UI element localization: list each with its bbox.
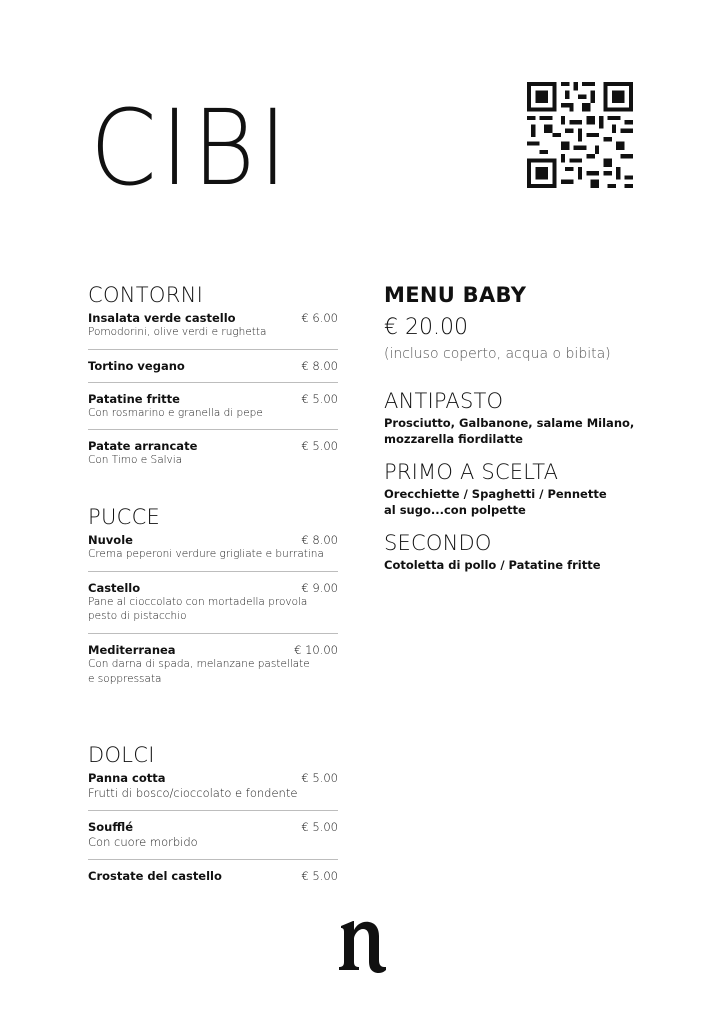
item-price: € 8.00 xyxy=(301,358,338,373)
baby-section-title: ANTIPASTO xyxy=(384,389,504,413)
item-price: € 5.00 xyxy=(301,439,338,454)
item-description: Con darna di spada, melanzane pastellate xyxy=(88,658,310,671)
menu-baby-column xyxy=(384,283,654,588)
item-name: Soufflé xyxy=(88,820,134,835)
item-price: € 5.00 xyxy=(301,391,338,406)
menu-item xyxy=(88,771,338,811)
item-description: pesto di pistacchio xyxy=(88,610,187,623)
item-description: Crema peperoni verdure grigliate e burratina xyxy=(88,548,324,561)
item-price: € 5.00 xyxy=(301,820,338,835)
item-name: Crostate del castello xyxy=(88,869,222,884)
menu-baby-title: MENU BABY xyxy=(384,283,527,307)
item-name: Insalata verde castello xyxy=(88,311,236,326)
menu-item xyxy=(88,439,338,477)
item-description: Frutti di bosco/cioccolato e fondente xyxy=(88,786,298,801)
item-name: Panna cotta xyxy=(88,771,166,786)
section-title-contorni: CONTORNI xyxy=(88,283,204,307)
item-name: Patate arrancate xyxy=(88,439,198,454)
menu-baby-price: € 20.00 xyxy=(384,315,468,340)
section-dolci xyxy=(88,744,338,892)
menu-item xyxy=(88,869,338,892)
item-price: € 6.00 xyxy=(301,311,338,326)
baby-section-antipasto xyxy=(384,390,654,447)
qr-code-icon[interactable] xyxy=(527,82,633,188)
item-description: Pomodorini, olive verdi e rughetta xyxy=(88,326,267,339)
menu-item xyxy=(88,581,338,634)
item-description: Con rosmarino e granella di pepe xyxy=(88,406,263,419)
baby-section-title: SECONDO xyxy=(384,531,492,556)
item-name: Patatine fritte xyxy=(88,391,180,406)
baby-section-title: PRIMO A SCELTA xyxy=(384,460,559,485)
item-name: Tortino vegano xyxy=(88,358,185,373)
brand-logo-icon xyxy=(338,918,388,974)
section-title-pucce: PUCCE xyxy=(88,505,161,530)
baby-section-text: Cotoletta di pollo / Patatine fritte xyxy=(384,558,601,573)
menu-item xyxy=(88,311,338,350)
baby-section-text: Prosciutto, Galbanone, salame Milano, xyxy=(384,416,635,431)
baby-section-secondo xyxy=(384,532,654,574)
menu-item xyxy=(88,359,338,383)
section-title-dolci: DOLCI xyxy=(88,743,155,768)
baby-section-primo xyxy=(384,461,654,518)
item-name: Nuvole xyxy=(88,533,133,548)
menu-item xyxy=(88,392,338,431)
section-contorni xyxy=(88,284,338,477)
item-description: e soppressata xyxy=(88,672,162,685)
item-price: € 5.00 xyxy=(301,869,338,884)
item-description: Pane al cioccolato con mortadella provola xyxy=(88,595,308,608)
item-description: Con cuore morbido xyxy=(88,835,198,850)
baby-section-text: Orecchiette / Spaghetti / Pennette xyxy=(384,487,607,502)
menu-item xyxy=(88,643,338,695)
item-description: Con Timo e Salvia xyxy=(88,454,183,467)
page-title: CIBI xyxy=(90,87,291,209)
item-name: Mediterranea xyxy=(88,643,176,658)
section-pucce xyxy=(88,506,338,695)
item-price: € 5.00 xyxy=(301,771,338,786)
menu-item xyxy=(88,533,338,572)
baby-section-text: mozzarella fiordilatte xyxy=(384,431,523,446)
menu-item xyxy=(88,820,338,860)
baby-section-text: al sugo...con polpette xyxy=(384,502,526,517)
food-menu-column xyxy=(88,284,338,901)
item-price: € 9.00 xyxy=(301,580,338,595)
item-name: Castello xyxy=(88,580,141,595)
menu-baby-note: (incluso coperto, acqua o bibita) xyxy=(384,346,611,362)
item-price: € 8.00 xyxy=(301,533,338,548)
item-price: € 10.00 xyxy=(294,643,338,658)
